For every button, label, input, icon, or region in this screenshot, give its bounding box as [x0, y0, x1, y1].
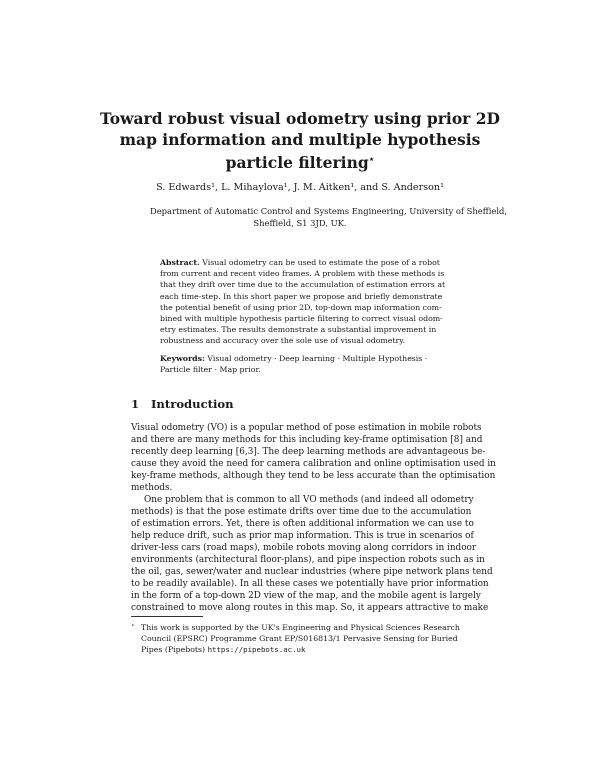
abstract-line: bined with multiple hypothesis particle filtering to correct visual odom- [160, 314, 443, 324]
abstract-label: Abstract. [160, 258, 200, 267]
footnote-divider [131, 616, 203, 617]
body-line: cause they avoid the need for camera calibration and online optimisation used in [131, 459, 496, 469]
paper-title [100, 108, 500, 173]
abstract [160, 257, 450, 347]
body-line: and there are many methods for this including key-frame optimisation [8] and [131, 435, 483, 445]
body-line: in the form of a top-down 2D view of the map, and the mobile agent is largely [131, 591, 481, 601]
body-line: to be readily available). In all these cases we potentially have prior information [131, 579, 489, 589]
abstract-line: robustness and accuracy over the sole use of visual odometry. [160, 336, 406, 346]
keywords-first-line: Visual odometry · Deep learning · Multiple Hypothesis · [207, 354, 428, 363]
abstract-line: the potential benefit of using prior 2D, top-down map information com- [160, 302, 442, 312]
body-line: environments (architectural floor-plans), and pipe inspection robots such as in [131, 555, 485, 565]
body-line: key-frame methods, although they tend to be less accurate than the optimisation [131, 471, 496, 481]
footnote-first-line: This work is supported by the UK's Engineering and Physical Sciences Research [141, 623, 460, 632]
keywords-line-1 [160, 353, 450, 364]
body-line: driver-less cars (road maps), mobile robots moving along corridors in indoor [131, 543, 477, 553]
affiliation-line-2: Sheffield, S1 3JD, UK. [253, 218, 347, 228]
keywords-label: Keywords: [160, 354, 205, 363]
footnote-third-prefix: Pipes (Pipebots) [141, 645, 206, 654]
footnote-line-2: Council (EPSRC) Programme Grant EP/S016813/1 Pervasive Sensing for Buried [141, 634, 458, 643]
keywords-line-2: Particle filter · Map prior. [160, 365, 261, 375]
abstract-line-1 [160, 257, 450, 268]
abstract-line: that they drift over time due to the accumulation of estimation errors at [160, 280, 446, 290]
footnote-line-3 [131, 644, 471, 655]
body-line: Visual odometry (VO) is a popular method of pose estimation in mobile robots [131, 423, 482, 433]
section-title: Introduction [151, 397, 234, 411]
author-list: S. Edwards¹, L. Mihaylova¹, J. M. Aitken¹, and S. Anderson¹ [156, 182, 444, 193]
abstract-line: each time-step. In this short paper we propose and briefly demonstrate [160, 291, 443, 301]
body-line: recently deep learning [6,3]. The deep learning methods are advantageous be- [131, 447, 486, 457]
abstract-line: etry estimates. The results demonstrate a substantial improvement in [160, 325, 437, 335]
affiliation-line-1: Department of Automatic Control and Systems Engineering, University of Sheffield, [150, 206, 508, 216]
footnote-line-1 [131, 620, 471, 633]
body-line: One problem that is common to all VO methods (and indeed all odometry [144, 495, 474, 505]
body-line: the oil, gas, sewer/water and nuclear industries (where pipe network plans tend [131, 567, 493, 577]
body-line: methods) is that the pose estimate drifts over time due to the accumulation [131, 507, 472, 517]
body-line: constrained to move along routes in this map. So, it appears attractive to make [131, 603, 489, 613]
section-heading [131, 397, 234, 411]
affiliation [150, 205, 508, 229]
abstract-line: from current and recent video frames. A problem with these methods is [160, 269, 445, 279]
title-line-3-text: particle filtering [225, 153, 369, 172]
body-line: of estimation errors. Yet, there is often additional information we can use to [131, 519, 474, 529]
title-line-1: Toward robust visual odometry using prior 2D [100, 109, 500, 128]
title-line-2: map information and multiple hypothesis [119, 130, 481, 149]
abstract-first-line: Visual odometry can be used to estimate the pose of a robot [202, 258, 440, 267]
body-line: methods. [131, 483, 173, 493]
footnote-url-link[interactable]: https://pipebots.ac.uk [207, 645, 306, 654]
section-number: 1 [131, 397, 140, 411]
keywords [160, 353, 450, 375]
footnote [131, 620, 471, 655]
body-text [131, 422, 496, 614]
footnote-mark: ⋆ [131, 622, 135, 629]
title-line-3 [100, 150, 500, 173]
title-footnote-mark: ⋆ [368, 155, 375, 165]
body-line: help reduce drift, such as prior map information. This is true in scenarios of [131, 531, 474, 541]
